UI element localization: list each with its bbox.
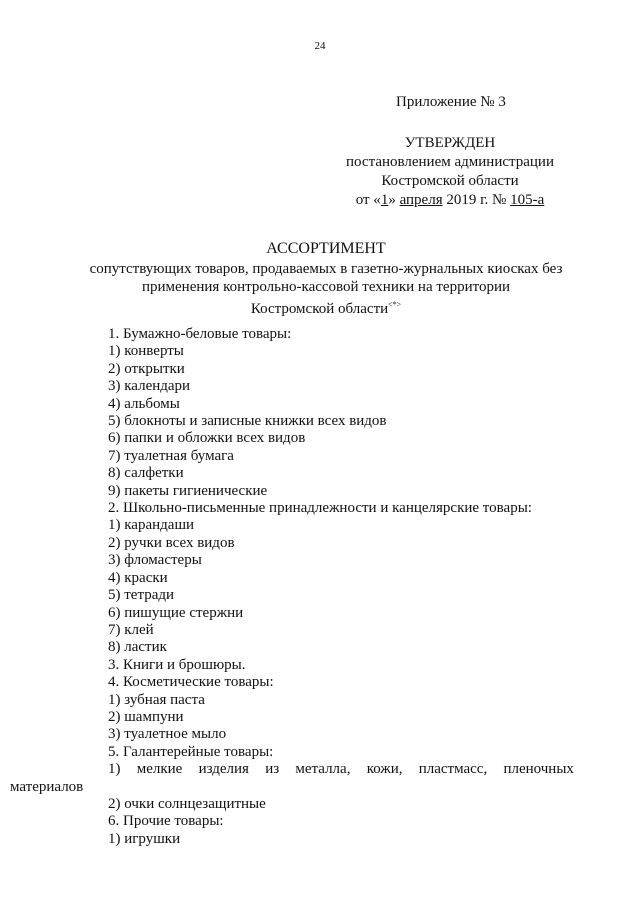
list-item: 4) альбомы	[108, 395, 180, 412]
list-item: 4. Косметические товары:	[108, 674, 274, 691]
list-item: 2) шампуни	[108, 708, 184, 725]
title-line-3-wrap	[40, 296, 612, 318]
justified-word: изделия	[198, 761, 249, 778]
approval-line-2: Костромской области	[381, 173, 519, 189]
approval-date-line	[300, 191, 600, 210]
list-item: 3) календари	[108, 378, 191, 395]
approval-line-1: постановлением администрации	[346, 154, 554, 170]
approval-title: УТВЕРЖДЕН	[404, 135, 496, 151]
date-rest: 2019 г. №	[442, 192, 511, 208]
page-number: 24	[314, 40, 326, 52]
list-item: 1) игрушки	[108, 830, 181, 847]
list-item: 6) пишущие стержни	[108, 604, 244, 621]
document-title-block	[40, 240, 612, 318]
date-prefix: от «	[355, 192, 381, 208]
justified-word: металла,	[295, 761, 351, 778]
list-item: 1) зубная паста	[108, 691, 205, 708]
list-item: 3) туалетное мыло	[108, 726, 227, 743]
list-item: 5) тетради	[108, 587, 175, 604]
title-line-3: Костромской области	[250, 301, 389, 317]
footnote-mark: <*>	[388, 300, 402, 309]
list-item: 9) пакеты гигиенические	[108, 482, 268, 499]
list-item: 1) карандаши	[108, 517, 195, 534]
list-item: 3. Книги и брошюры.	[108, 656, 246, 673]
list-item: 2) очки солнцезащитные	[108, 795, 266, 812]
date-day: 1	[380, 192, 389, 208]
list-item: 1) конверты	[108, 343, 184, 360]
title-line-1: сопутствующих товаров, продаваемых в газетно-журнальных киосках без	[89, 261, 563, 277]
approval-block	[300, 134, 600, 210]
justified-word: из	[265, 761, 280, 778]
document-number: 105-а	[510, 192, 545, 208]
justified-word: 1)	[108, 761, 121, 778]
document-heading: АССОРТИМЕНТ	[266, 240, 386, 257]
list-item: 2) открытки	[108, 360, 185, 377]
list-items-group	[108, 326, 574, 761]
appendix-label: Приложение № 3	[396, 94, 506, 110]
list-items-after-group	[108, 796, 574, 848]
justified-word: мелкие	[136, 761, 183, 778]
list-item: 6) папки и обложки всех видов	[108, 430, 306, 447]
list-item: 4) краски	[108, 569, 168, 586]
list-item: 1. Бумажно-беловые товары:	[108, 326, 292, 342]
list-item: 2. Школьно-письменные принадлежности и канцелярские товары:	[108, 500, 532, 517]
justified-word: пластмасс,	[418, 761, 488, 778]
justified-word: пленочных	[503, 761, 574, 778]
list-item: 7) туалетная бумага	[108, 447, 234, 464]
list-item: 6. Прочие товары:	[108, 813, 224, 830]
list-item-justified	[108, 761, 574, 778]
list-item: 5. Галантерейные товары:	[108, 743, 274, 760]
list-item: 7) клей	[108, 621, 154, 638]
list-item: 8) ластик	[108, 639, 167, 656]
list-item: 8) салфетки	[108, 465, 184, 482]
list-item-continuation: материалов	[10, 778, 84, 795]
list-item: 2) ручки всех видов	[108, 534, 235, 551]
justified-word: кожи,	[366, 761, 403, 778]
date-month: апреля	[399, 192, 443, 208]
date-mid: »	[388, 192, 400, 208]
title-line-2: применения контрольно-кассовой техники на территории	[141, 279, 511, 295]
list-item: 3) фломастеры	[108, 552, 202, 569]
assortment-list	[10, 326, 574, 848]
list-item: 5) блокноты и записные книжки всех видов	[108, 413, 387, 430]
